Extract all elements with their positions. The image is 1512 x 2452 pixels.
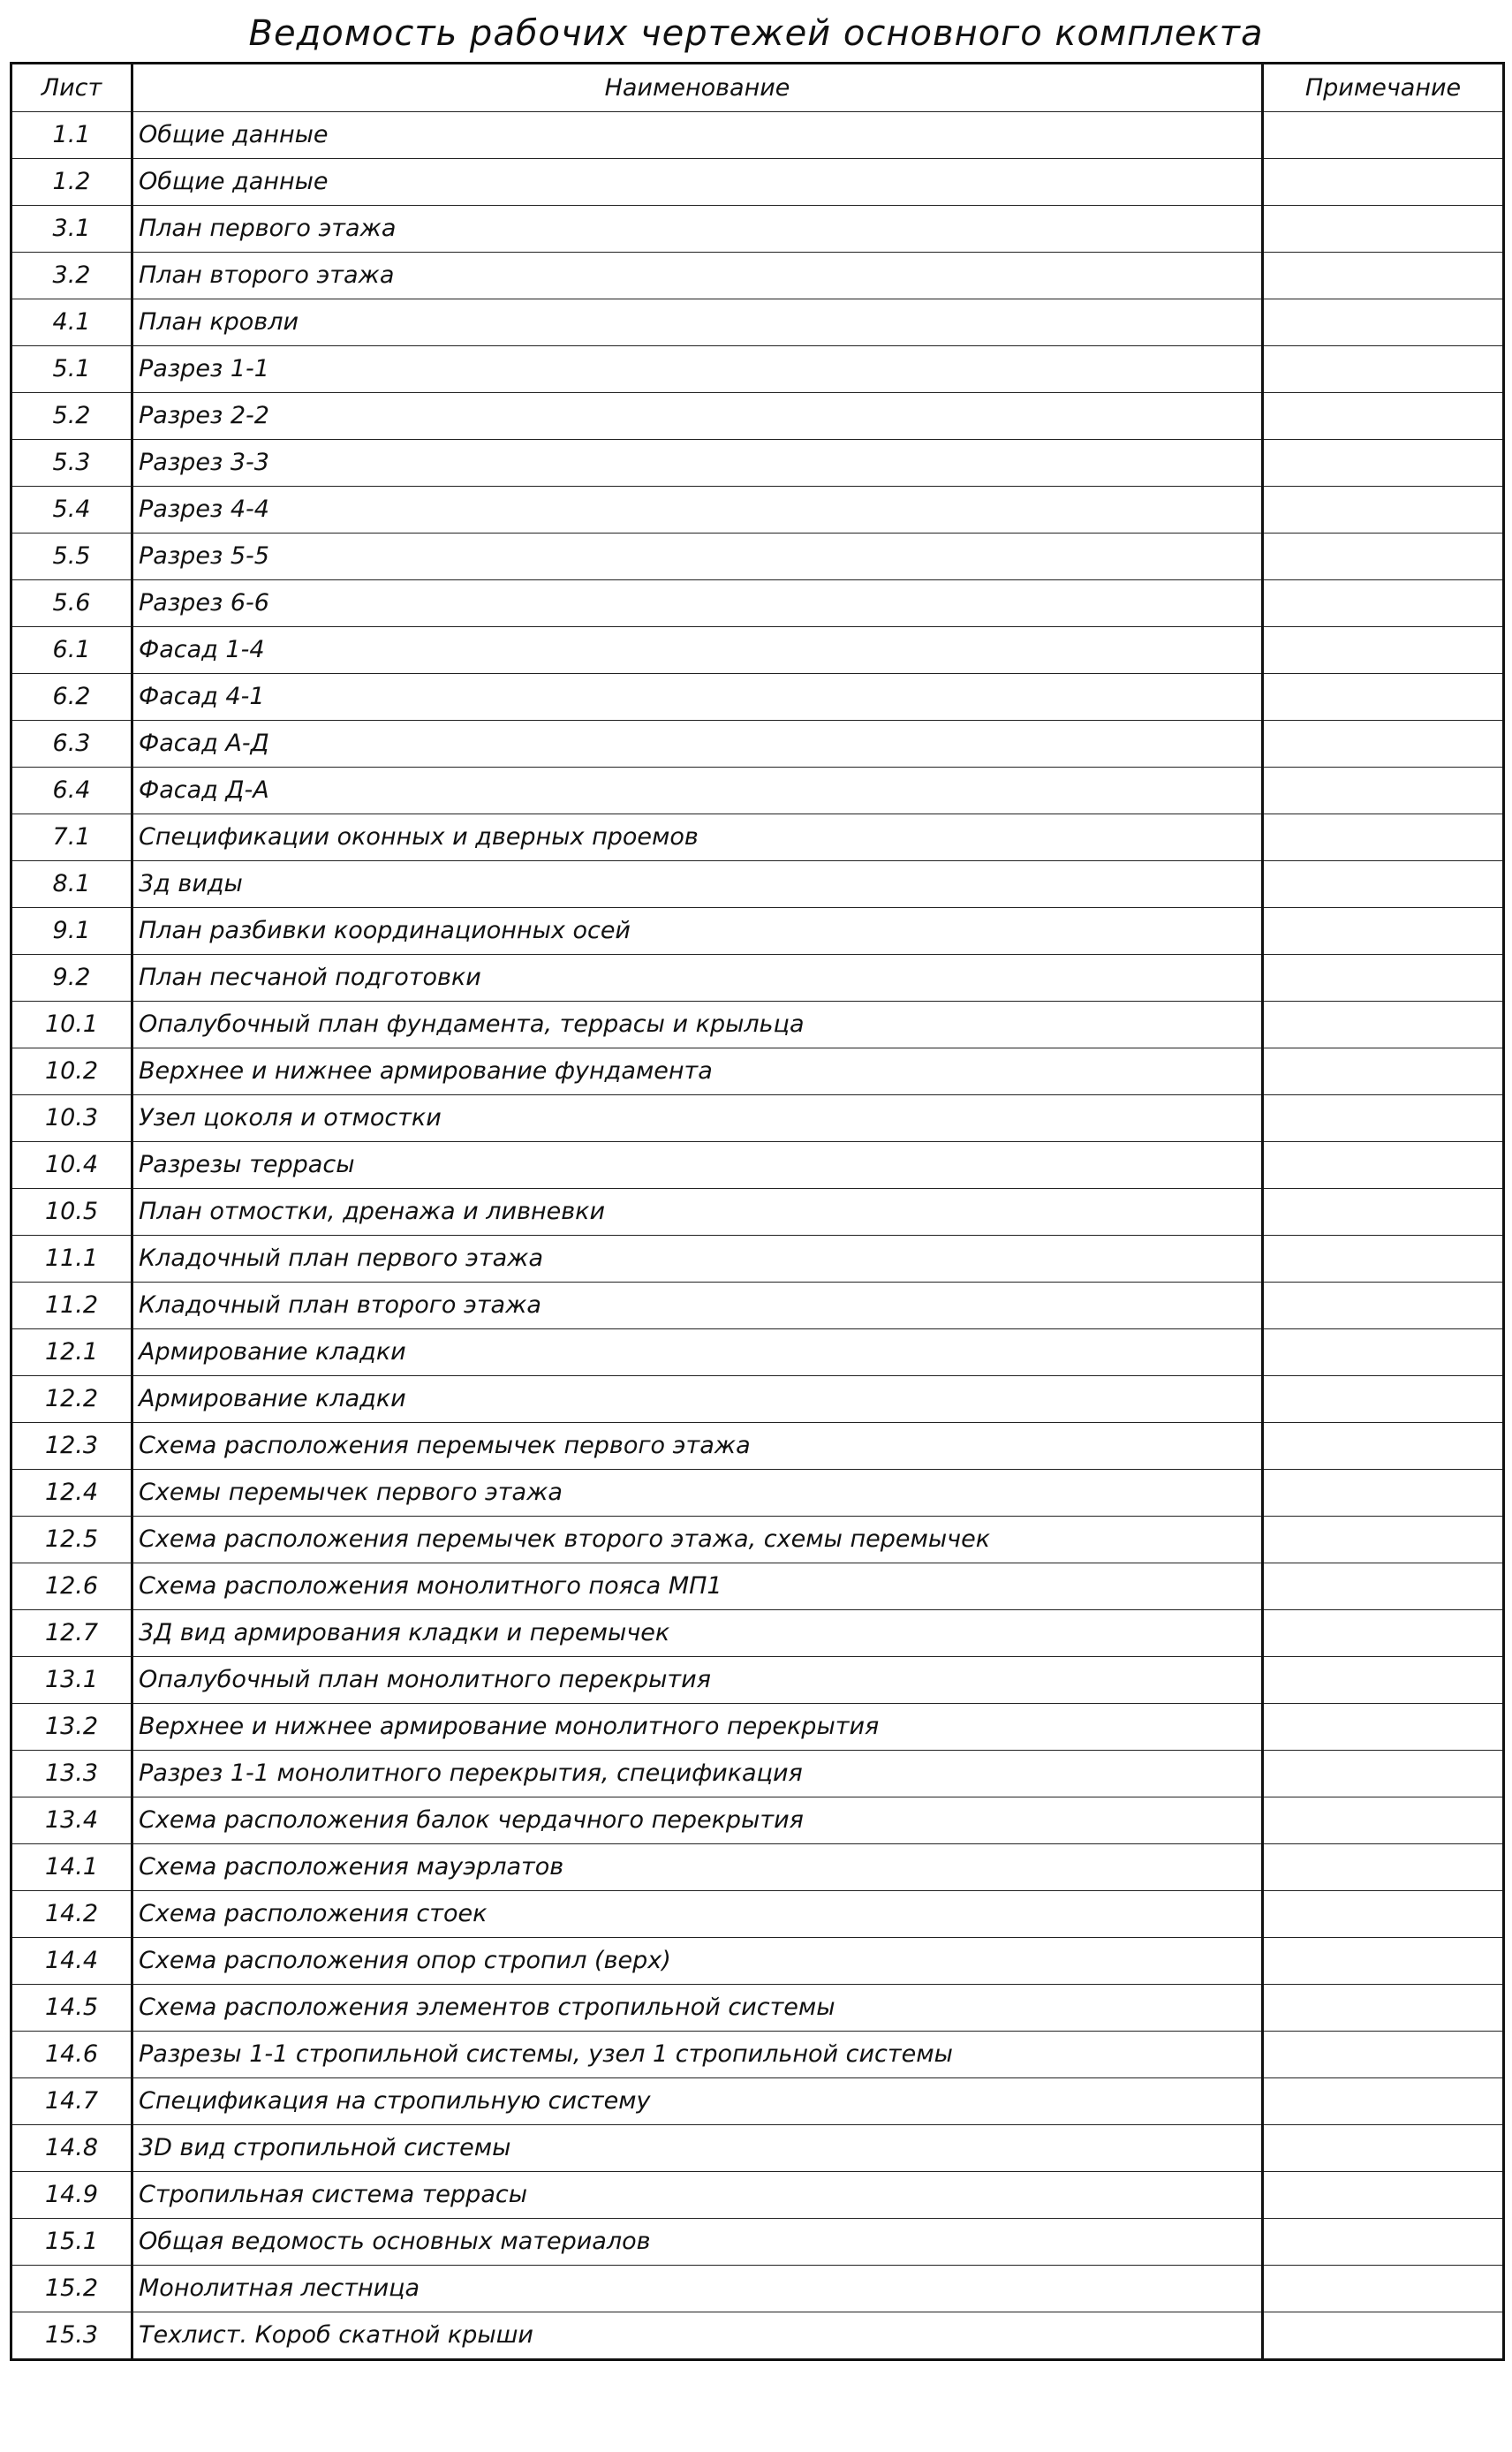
sheet-note [1263,861,1504,908]
sheet-number: 14.2 [11,1891,132,1938]
sheet-name: Общая ведомость основных материалов [132,2219,1263,2266]
table-row [11,1844,1504,1891]
sheet-note [1263,1563,1504,1610]
sheet-number: 12.6 [11,1563,132,1610]
sheet-note [1263,1283,1504,1329]
sheet-note [1263,1751,1504,1797]
table-row [11,159,1504,206]
sheet-note [1263,674,1504,721]
sheet-name: Разрез 2-2 [132,393,1263,440]
sheet-note [1263,1657,1504,1704]
sheet-name: Разрезы 1-1 стропильной системы, узел 1 стропильной системы [132,2032,1263,2078]
table-row [11,1423,1504,1470]
sheet-note [1263,1797,1504,1844]
sheet-number: 12.7 [11,1610,132,1657]
table-row [11,112,1504,159]
sheet-number: 5.4 [11,487,132,534]
table-header [11,64,1504,112]
sheet-number: 6.1 [11,627,132,674]
sheet-number: 14.7 [11,2078,132,2125]
sheet-name: Схема расположения монолитного пояса МП1 [132,1563,1263,1610]
sheet-number: 14.8 [11,2125,132,2172]
sheet-number: 5.6 [11,580,132,627]
sheet-number: 15.2 [11,2266,132,2312]
sheet-name: Опалубочный план фундамента, террасы и крыльца [132,1002,1263,1048]
table-row [11,1376,1504,1423]
table-row [11,440,1504,487]
table-row [11,1329,1504,1376]
sheet-number: 6.3 [11,721,132,768]
table-row [11,1095,1504,1142]
table-row [11,2078,1504,2125]
sheet-note [1263,2032,1504,2078]
sheet-number: 5.5 [11,534,132,580]
sheet-number: 10.4 [11,1142,132,1189]
table-body [11,112,1504,2360]
sheet-note [1263,206,1504,253]
table-row [11,206,1504,253]
sheet-note [1263,1236,1504,1283]
table-row [11,1938,1504,1985]
sheet-name: Кладочный план второго этажа [132,1283,1263,1329]
table-row [11,1048,1504,1095]
sheet-name: План отмостки, дренажа и ливневки [132,1189,1263,1236]
table-row [11,814,1504,861]
sheet-note [1263,1844,1504,1891]
header-row [11,64,1504,112]
sheet-name: План кровли [132,299,1263,346]
sheet-number: 13.1 [11,1657,132,1704]
table-row [11,768,1504,814]
sheet-number: 11.1 [11,1236,132,1283]
sheet-name: Спецификация на стропильную систему [132,2078,1263,2125]
sheet-name: Фасад 1-4 [132,627,1263,674]
sheet-number: 12.3 [11,1423,132,1470]
sheet-name: Схема расположения мауэрлатов [132,1844,1263,1891]
sheet-number: 9.2 [11,955,132,1002]
header-name: Наименование [132,64,1263,112]
sheet-number: 11.2 [11,1283,132,1329]
sheet-name: 3д виды [132,861,1263,908]
sheet-note [1263,1376,1504,1423]
table-row [11,534,1504,580]
table-row [11,2125,1504,2172]
sheet-note [1263,1470,1504,1517]
sheet-name: Армирование кладки [132,1329,1263,1376]
table-row [11,721,1504,768]
sheet-note [1263,2312,1504,2360]
sheet-name: Схема расположения балок чердачного перекрытия [132,1797,1263,1844]
table-row [11,1283,1504,1329]
sheet-note [1263,1517,1504,1563]
sheet-name: Верхнее и нижнее армирование фундамента [132,1048,1263,1095]
sheet-note [1263,1610,1504,1657]
sheet-number: 1.1 [11,112,132,159]
sheet-number: 4.1 [11,299,132,346]
sheet-note [1263,2172,1504,2219]
sheet-number: 5.3 [11,440,132,487]
sheet-number: 14.6 [11,2032,132,2078]
table-row [11,1751,1504,1797]
sheet-name: Общие данные [132,112,1263,159]
sheet-note [1263,346,1504,393]
sheet-number: 10.5 [11,1189,132,1236]
table-row [11,1236,1504,1283]
table-row [11,2266,1504,2312]
table-row [11,1563,1504,1610]
sheet-name: Разрез 6-6 [132,580,1263,627]
table-row [11,299,1504,346]
sheet-note [1263,908,1504,955]
table-row [11,674,1504,721]
sheet-note [1263,534,1504,580]
table-row [11,1470,1504,1517]
sheet-note [1263,112,1504,159]
table-row [11,1189,1504,1236]
sheet-number: 14.4 [11,1938,132,1985]
sheet-name: Разрез 4-4 [132,487,1263,534]
sheet-note [1263,1891,1504,1938]
table-row [11,1610,1504,1657]
table-row [11,627,1504,674]
table-row [11,580,1504,627]
sheet-note [1263,955,1504,1002]
table-row [11,1517,1504,1563]
sheet-note [1263,768,1504,814]
sheet-number: 14.5 [11,1985,132,2032]
sheet-note [1263,1142,1504,1189]
sheet-number: 12.5 [11,1517,132,1563]
sheet-name: Фасад 4-1 [132,674,1263,721]
sheet-note [1263,2078,1504,2125]
sheet-note [1263,487,1504,534]
table-row [11,1797,1504,1844]
header-sheet: Лист [11,64,132,112]
sheet-number: 13.3 [11,1751,132,1797]
sheet-number: 15.3 [11,2312,132,2360]
header-note: Примечание [1263,64,1504,112]
table-row [11,346,1504,393]
table-row [11,1891,1504,1938]
sheet-number: 5.1 [11,346,132,393]
sheet-name: Общие данные [132,159,1263,206]
table-row [11,253,1504,299]
sheet-number: 13.2 [11,1704,132,1751]
table-row [11,2172,1504,2219]
sheet-number: 5.2 [11,393,132,440]
sheet-name: Разрез 5-5 [132,534,1263,580]
sheet-number: 3.1 [11,206,132,253]
sheet-name: Схема расположения опор стропил (верх) [132,1938,1263,1985]
sheet-name: 3Д вид армирования кладки и перемычек [132,1610,1263,1657]
sheet-name: Узел цоколя и отмостки [132,1095,1263,1142]
sheet-number: 8.1 [11,861,132,908]
sheet-name: Разрез 1-1 [132,346,1263,393]
sheet-name: Разрезы террасы [132,1142,1263,1189]
sheet-name: Схема расположения перемычек второго этажа, схемы перемычек [132,1517,1263,1563]
sheet-number: 6.2 [11,674,132,721]
table-row [11,1704,1504,1751]
page-title: Ведомость рабочих чертежей основного комплекта [248,13,1264,54]
sheet-number: 10.2 [11,1048,132,1095]
sheet-note [1263,253,1504,299]
sheet-number: 12.2 [11,1376,132,1423]
sheet-note [1263,627,1504,674]
sheet-note [1263,299,1504,346]
sheet-number: 14.1 [11,1844,132,1891]
sheet-name: Схема расположения стоек [132,1891,1263,1938]
sheet-note [1263,1704,1504,1751]
table-row [11,861,1504,908]
table-row [11,487,1504,534]
sheet-note [1263,159,1504,206]
sheet-name: Схемы перемычек первого этажа [132,1470,1263,1517]
sheet-number: 10.3 [11,1095,132,1142]
sheet-note [1263,580,1504,627]
sheet-name: Стропильная система террасы [132,2172,1263,2219]
sheet-number: 10.1 [11,1002,132,1048]
sheet-number: 15.1 [11,2219,132,2266]
table-row [11,1657,1504,1704]
sheet-number: 1.2 [11,159,132,206]
sheet-number: 12.4 [11,1470,132,1517]
sheet-note [1263,440,1504,487]
table-row [11,2312,1504,2360]
table-row [11,908,1504,955]
sheet-name: Фасад А-Д [132,721,1263,768]
sheet-name: Кладочный план первого этажа [132,1236,1263,1283]
sheet-name: Техлист. Короб скатной крыши [132,2312,1263,2360]
sheet-note [1263,1048,1504,1095]
sheet-note [1263,2219,1504,2266]
sheet-name: Фасад Д-А [132,768,1263,814]
sheet-note [1263,814,1504,861]
sheet-name: Верхнее и нижнее армирование монолитного перекрытия [132,1704,1263,1751]
sheet-note [1263,721,1504,768]
sheet-note [1263,1329,1504,1376]
sheet-number: 12.1 [11,1329,132,1376]
sheet-name: Схема расположения перемычек первого этажа [132,1423,1263,1470]
sheet-note [1263,1002,1504,1048]
sheet-number: 7.1 [11,814,132,861]
sheet-name: План второго этажа [132,253,1263,299]
table-row [11,955,1504,1002]
sheet-note [1263,1189,1504,1236]
sheet-name: 3D вид стропильной системы [132,2125,1263,2172]
sheet-note [1263,2125,1504,2172]
table-row [11,2032,1504,2078]
table-row [11,2219,1504,2266]
sheet-note [1263,1095,1504,1142]
sheet-name: Монолитная лестница [132,2266,1263,2312]
sheet-note [1263,393,1504,440]
sheet-number: 14.9 [11,2172,132,2219]
sheet-number: 6.4 [11,768,132,814]
sheet-number: 9.1 [11,908,132,955]
sheet-name: Спецификации оконных и дверных проемов [132,814,1263,861]
sheet-note [1263,1423,1504,1470]
sheet-name: Разрез 3-3 [132,440,1263,487]
sheet-name: План первого этажа [132,206,1263,253]
sheet-name: План разбивки координационных осей [132,908,1263,955]
sheet-name: Разрез 1-1 монолитного перекрытия, спецификация [132,1751,1263,1797]
sheet-number: 3.2 [11,253,132,299]
sheet-name: Схема расположения элементов стропильной системы [132,1985,1263,2032]
table-row [11,1142,1504,1189]
table-row [11,1002,1504,1048]
sheet-note [1263,1938,1504,1985]
table-row [11,1985,1504,2032]
drawings-list-table [10,62,1505,2361]
sheet-name: План песчаной подготовки [132,955,1263,1002]
sheet-note [1263,2266,1504,2312]
sheet-name: Армирование кладки [132,1376,1263,1423]
table-row [11,393,1504,440]
sheet-number: 13.4 [11,1797,132,1844]
sheet-name: Опалубочный план монолитного перекрытия [132,1657,1263,1704]
sheet-note [1263,1985,1504,2032]
